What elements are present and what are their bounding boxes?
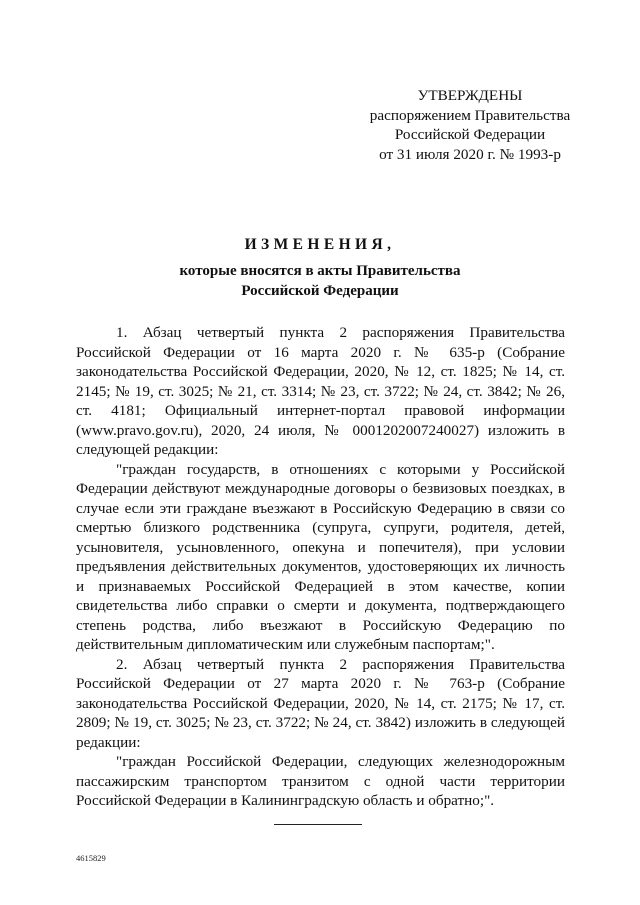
document-id: 4615829 (76, 853, 106, 863)
approval-heading: УТВЕРЖДЕНЫ (417, 87, 523, 104)
document-title: ИЗМЕНЕНИЯ, (244, 236, 396, 253)
document-body (76, 323, 565, 811)
approval-stamp (340, 86, 600, 164)
subtitle-line-2: Российской Федерации (241, 282, 399, 299)
paragraph-quote-2: "граждан Российской Федерации, следующих железнодорожным пассажирским транспортом транзитом с одной части территории Российской Федерации в Калининградскую область и обратно;". (76, 753, 565, 809)
approval-authority-line: распоряжением Правительства (369, 106, 571, 124)
subtitle-line-1: которые вносятся в акты Правительства (179, 263, 461, 279)
approval-country-line: Российской Федерации (394, 126, 546, 143)
paragraph-quote-1: "граждан государств, в отношениях с которыми у Российской Федерации действуют международные договоры о безвизовых поездках, в случае если эти граждане въезжают в Российскую Федерацию в связи со смертью близкого родственника (супруга, супруги, родителя, детей, усыновителя, усыновленного, опекуна и попечителя), при условии предъявления действительных документов, удостоверяющих их личность и признаваемых Российской Федерацией в этом качестве, копии свидетельства либо справки о смерти и документа, подтверждающего степень родства, либо въезжают в Российскую Федерацию по действительным дипломатическим или служебным паспортам;". (76, 460, 565, 653)
end-divider (274, 824, 362, 825)
document-subtitle (0, 262, 640, 301)
paragraph-item-1: 1. Абзац четвертый пункта 2 распоряжения Правительства Российской Федерации от 16 марта 2020 г. № 635-р (Собрание законодательства Российской Федерации, 2020, № 12, ст. 1825; № 14, ст. 2145; № 19, ст. 3025; № 21, ст. 3314; № 23, ст. 3722; № 24, ст. 3842; № 26, ст. 4181; Официальный интернет-портал правовой информации (www.pravo.gov.ru), 2020, 24 июля, № 0001202007240027) изложить в следующей редакции: (76, 324, 565, 458)
paragraph-item-2: 2. Абзац четвертый пункта 2 распоряжения Правительства Российской Федерации от 27 марта 2020 г. № 763-р (Собрание законодательства Российской Федерации, 2020, № 14, ст. 2175; № 17, ст. 2809; № 19, ст. 3025; № 23, ст. 3722; № 24, ст. 3842) изложить в следующей редакции: (76, 655, 565, 751)
approval-date-number-line: от 31 июля 2020 г. № 1993-р (379, 145, 561, 163)
